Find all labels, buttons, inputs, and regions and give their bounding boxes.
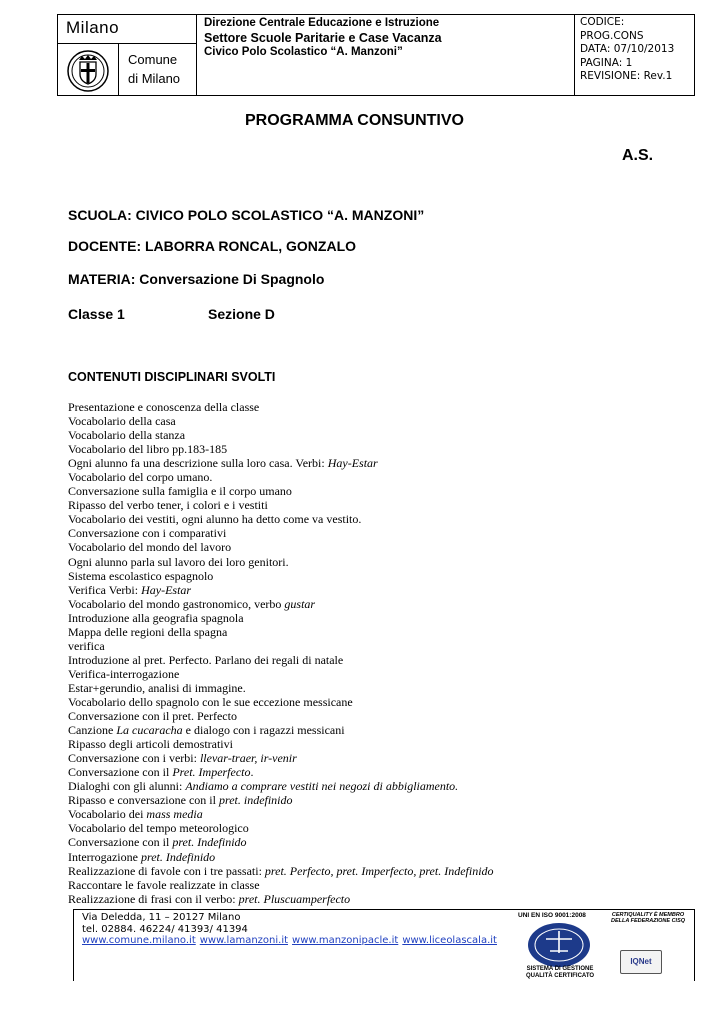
list-item-emphasis: pret. Pluscuamperfecto (238, 891, 351, 906)
certiquality-logo-icon (526, 921, 592, 969)
list-item-text: Conversazione con i comparativi (68, 526, 227, 541)
footer-link-lamanzoni[interactable]: www.lamanzoni.it (199, 935, 289, 946)
list-item (68, 428, 494, 442)
list-item-emphasis: pret. Indefinido (172, 835, 247, 850)
comune-text: Comune (128, 52, 178, 67)
list-item (68, 765, 494, 779)
list-item-text: Introduzione al pret. Perfecto. Parlano dei regali di natale (68, 652, 344, 667)
list-item (68, 821, 494, 835)
list-item-emphasis: mass media (146, 807, 203, 822)
scuola-line: SCUOLA: CIVICO POLO SCOLASTICO “A. MANZONI” (68, 207, 425, 223)
header-divider (196, 15, 197, 95)
list-item (68, 850, 494, 864)
list-item-emphasis: gustar (284, 596, 316, 611)
page-title: PROGRAMMA CONSUNTIVO (245, 112, 464, 129)
list-item-text: Verifica Verbi: (68, 582, 142, 597)
list-item (68, 751, 494, 765)
list-item (68, 456, 494, 470)
list-item (68, 583, 494, 597)
document-footer (73, 909, 695, 981)
list-item (68, 540, 494, 554)
header-divider (58, 43, 196, 44)
list-item-text: Vocabolario della stanza (68, 428, 186, 443)
civico-text: Civico Polo Scolastico “A. Manzoni” (204, 46, 403, 58)
list-item (68, 526, 494, 540)
footer-address: Via Deledda, 11 – 20127 Milano (82, 912, 241, 923)
list-item-emphasis: La cucaracha (116, 723, 183, 738)
list-item-text: Vocabolario dei (68, 807, 147, 822)
certification-badge (516, 912, 692, 980)
footer-links (82, 935, 501, 947)
list-item (68, 639, 494, 653)
list-item-text: Verifica-interrogazione (68, 666, 180, 681)
docente-line: DOCENTE: LABORRA RONCAL, GONZALO (68, 238, 357, 254)
list-item-text: Conversazione con il (68, 835, 173, 850)
header-divider (118, 43, 119, 95)
list-item-emphasis: pret. Perfecto, pret. Imperfecto, pret. Indefinido (264, 863, 494, 878)
direzione-text: Direzione Centrale Educazione e Istruzione (204, 17, 440, 29)
settore-text: Settore Scuole Paritarie e Case Vacanza (204, 31, 442, 45)
list-item-emphasis: Hay-Estar (327, 456, 378, 471)
classe-line: Classe 1 (68, 306, 125, 322)
sistema-gestione-text: SISTEMA DI GESTIONE QUALITÀ CERTIFICATO (525, 966, 595, 979)
list-item-text: Interrogazione (68, 849, 141, 864)
list-item-text: Vocabolario del corpo umano. (68, 470, 213, 485)
list-item-text: verifica (68, 638, 105, 653)
list-item (68, 681, 494, 695)
list-item-text: . (250, 765, 254, 780)
list-item-text: Vocabolario dei vestiti, ogni alunno ha detto come va vestito. (68, 512, 362, 527)
list-item-emphasis: Hay-Estar (141, 582, 192, 597)
codice-value: PROG.CONS (580, 29, 644, 42)
footer-link-comune[interactable]: www.comune.milano.it (82, 935, 196, 946)
list-item-text: Canzione (68, 723, 117, 738)
list-item (68, 878, 494, 892)
list-item-text: Vocabolario del libro pp.183-185 (68, 442, 228, 457)
header-divider (574, 15, 575, 95)
list-item-text: Ripasso e conversazione con il (68, 793, 219, 808)
list-item-text: Sistema escolastico espagnolo (68, 568, 214, 583)
list-item-text: Introduzione alla geografia spagnola (68, 610, 244, 625)
list-item-text: Mappa delle regioni della spagna (68, 624, 228, 639)
list-item-text: Conversazione con i verbi: (68, 751, 200, 766)
list-item-text: Realizzazione di frasi con il verbo: (68, 891, 239, 906)
list-item-text: Raccontare le favole realizzate in classe (68, 877, 260, 892)
comune-text: di Milano (128, 71, 181, 86)
milano-logo-text: Milano (66, 18, 120, 37)
list-item-text: Ogni alunno fa una descrizione sulla loro casa. Verbi: (68, 456, 328, 471)
list-item (68, 723, 494, 737)
list-item (68, 892, 494, 906)
list-item (68, 667, 494, 681)
list-item-text: Dialoghi con gli alunni: (68, 779, 186, 794)
list-item-text: Realizzazione di favole con i tre passati: (68, 863, 265, 878)
codice-label: CODICE: (580, 16, 625, 28)
list-item-text: e dialogo con i ragazzi messicani (182, 723, 345, 738)
list-item (68, 498, 494, 512)
list-item-emphasis: pret. indefinido (218, 793, 293, 808)
list-item-text: Ripasso degli articoli demostrativi (68, 737, 233, 752)
list-item (68, 569, 494, 583)
contenuti-heading: CONTENUTI DISCIPLINARI SVOLTI (68, 370, 276, 384)
list-item (68, 709, 494, 723)
revisione-value: REVISIONE: Rev.1 (580, 70, 673, 83)
list-item (68, 414, 494, 428)
list-item (68, 597, 494, 611)
list-item (68, 737, 494, 751)
list-item (68, 779, 494, 793)
document-meta (580, 16, 674, 84)
list-item (68, 807, 494, 821)
list-item (68, 442, 494, 456)
list-item-text: Ripasso del verbo tener, i colori e i vestiti (68, 498, 268, 513)
list-item-text: Conversazione con il (68, 765, 173, 780)
list-item (68, 793, 494, 807)
list-item-text: Presentazione e conoscenza della classe (68, 400, 260, 414)
iqnet-logo: IQNet (620, 950, 662, 974)
list-item-emphasis: llevar-traer, ir-venir (199, 751, 297, 766)
list-item (68, 835, 494, 849)
list-item-emphasis: Andiamo a comprare vestiti nei negozi di abbigliamento. (185, 779, 459, 794)
list-item (68, 611, 494, 625)
list-item (68, 653, 494, 667)
certiquality-note: CERTIQUALITY È MEMBRO DELLA FEDERAZIONE CISQ (610, 912, 686, 925)
contenuti-list (68, 400, 494, 906)
list-item (68, 555, 494, 569)
list-item (68, 695, 494, 709)
list-item-text: Conversazione sulla famiglia e il corpo umano (68, 484, 292, 499)
list-item-text: Vocabolario del mondo gastronomico, verbo (68, 596, 285, 611)
iso-label: UNI EN ISO 9001:2008 (518, 912, 586, 919)
list-item-text: Ogni alunno parla sul lavoro dei loro genitori. (68, 554, 289, 569)
list-item (68, 400, 494, 414)
list-item (68, 470, 494, 484)
list-item-text: Vocabolario del mondo del lavoro (68, 540, 232, 555)
pagina-value: PAGINA: 1 (580, 56, 633, 69)
list-item (68, 864, 494, 878)
data-value: DATA: 07/10/2013 (580, 43, 675, 56)
list-item-text: Estar+gerundio, analisi di immagine. (68, 680, 246, 695)
footer-address-block (82, 912, 501, 947)
list-item-text: Vocabolario del tempo meteorologico (68, 821, 249, 836)
milano-crest-icon (66, 49, 110, 93)
list-item-text: Vocabolario dello spagnolo con le sue eccezione messicane (68, 694, 353, 709)
footer-tel: tel. 02884. 46224/ 41393/ 41394 (82, 923, 248, 935)
list-item-emphasis: pret. Indefinido (140, 849, 216, 864)
materia-line: MATERIA: Conversazione Di Spagnolo (68, 271, 325, 287)
list-item-text: Vocabolario della casa (68, 414, 176, 429)
list-item (68, 512, 494, 526)
sezione-line: Sezione D (208, 306, 275, 322)
footer-link-liceolascala[interactable]: www.liceolascala.it (402, 935, 497, 946)
list-item-emphasis: Pret. Imperfecto (172, 765, 251, 780)
anno-scolastico: A.S. (622, 147, 654, 164)
list-item (68, 484, 494, 498)
list-item (68, 625, 494, 639)
document-header (57, 14, 695, 96)
footer-link-manzonipacle[interactable]: www.manzonipacle.it (292, 935, 399, 946)
list-item-text: Conversazione con il pret. Perfecto (68, 709, 237, 724)
